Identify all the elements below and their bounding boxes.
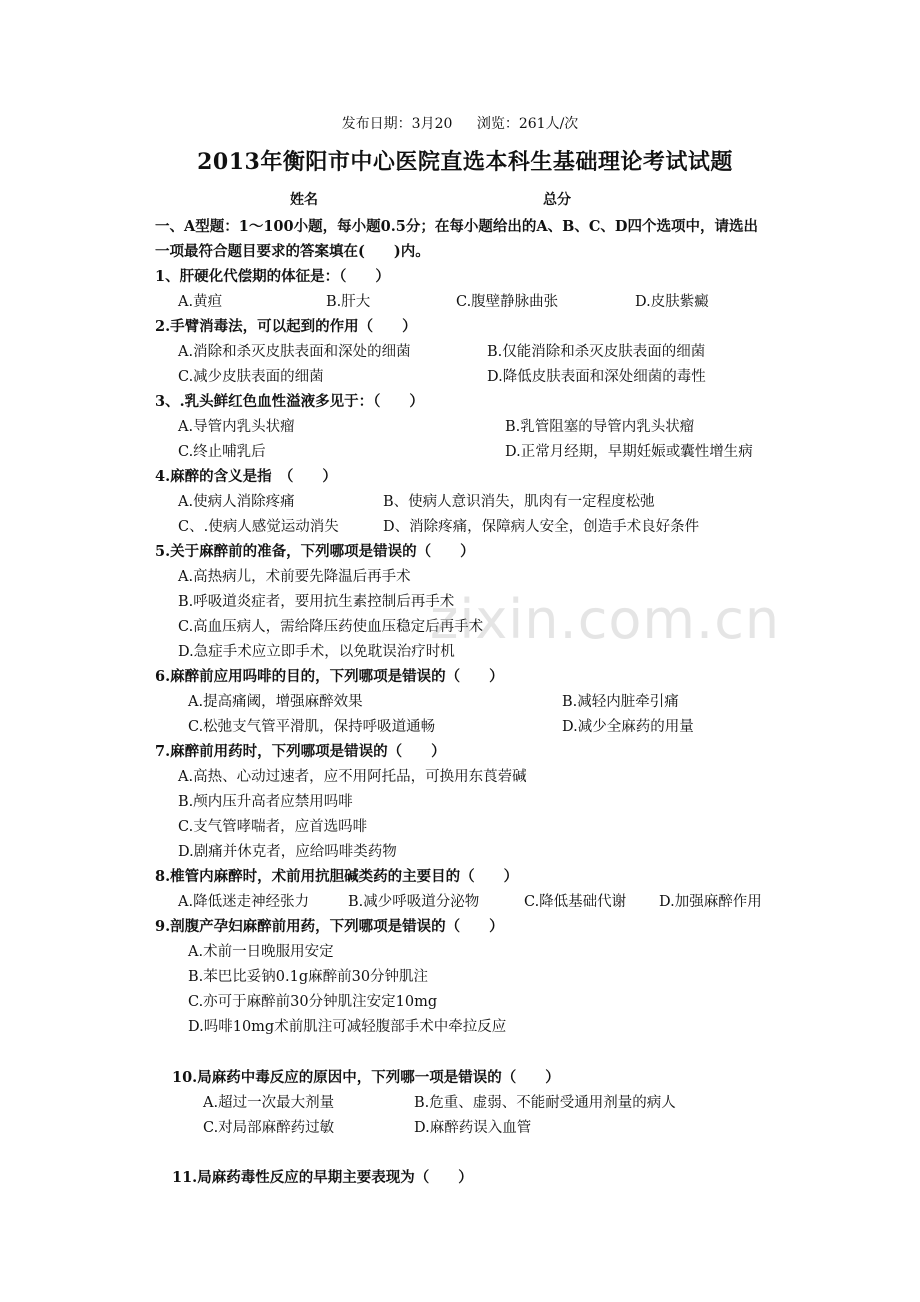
section-instructions-2: 一项最符合题目要求的答案填在( )内。: [155, 243, 430, 260]
question-stem: 1、肝硬化代偿期的体征是：（ ）: [155, 268, 390, 285]
question-stem: 6.麻醉前应用吗啡的目的，下列哪项是错误的（ ）: [155, 668, 504, 685]
option: B.减少呼吸道分泌物: [348, 894, 480, 910]
option: A.术前一日晚服用安定: [188, 944, 334, 960]
option: C.腹壁静脉曲张: [456, 294, 559, 310]
option: C.亦可于麻醉前30分钟肌注安定10mg: [188, 994, 438, 1010]
section-instructions-1: 一、A型题：1～100小题，每小题0.5分；在每小题给出的A、B、C、D四个选项中，请选出: [155, 218, 758, 235]
option: D.加强麻醉作用: [659, 894, 762, 910]
option: C.终止哺乳后: [178, 444, 266, 460]
publish-meta: [0, 113, 920, 133]
question-stem: 4.麻醉的含义是指 （ ）: [155, 468, 337, 485]
option: A.高热病儿，术前要先降温后再手术: [178, 569, 411, 585]
option: D.吗啡10mg术前肌注可减轻腹部手术中牵拉反应: [188, 1019, 507, 1035]
option: D、消除疼痛，保障病人安全，创造手术良好条件: [383, 519, 700, 535]
question-stem: 7.麻醉前用药时，下列哪项是错误的（ ）: [155, 743, 446, 760]
option: C.对局部麻醉药过敏: [203, 1120, 335, 1136]
watermark: zixin.com.cn: [430, 588, 781, 651]
option: A.使病人消除疼痛: [178, 494, 295, 510]
option: A.高热、心动过速者，应不用阿托品，可换用东莨菪碱: [178, 769, 527, 785]
question-stem: 11.局麻药毒性反应的早期主要表现为（ ）: [172, 1169, 473, 1186]
option: B.减轻内脏牵引痛: [562, 694, 679, 710]
option: C.减少皮肤表面的细菌: [178, 369, 324, 385]
option: B.乳管阻塞的导管内乳头状瘤: [505, 419, 695, 435]
score-label: 总分: [543, 192, 571, 208]
question-stem: 3、.乳头鲜红色血性溢液多见于：（ ）: [155, 393, 424, 410]
option: C.支气管哮喘者，应首选吗啡: [178, 819, 368, 835]
option: D.降低皮肤表面和深处细菌的毒性: [487, 369, 706, 385]
option: C.降低基础代谢: [524, 894, 627, 910]
name-label: 姓名: [290, 192, 318, 208]
option: A.提高痛阈，增强麻醉效果: [188, 694, 363, 710]
option: B.危重、虚弱、不能耐受通用剂量的病人: [414, 1095, 676, 1111]
option: C.松弛支气管平滑肌，保持呼吸道通畅: [188, 719, 436, 735]
option: C.高血压病人，需给降压药使血压稳定后再手术: [178, 619, 484, 635]
option: D.减少全麻药的用量: [562, 719, 694, 735]
question-stem: 8.椎管内麻醉时，术前用抗胆碱类药的主要目的（ ）: [155, 868, 519, 885]
option: D.正常月经期，早期妊娠或囊性增生病: [505, 444, 753, 460]
question-stem: 10.局麻药中毒反应的原因中，下列哪一项是错误的（ ）: [172, 1069, 560, 1086]
option: B.苯巴比妥钠0.1g麻醉前30分钟肌注: [188, 969, 429, 985]
option: A.黄疸: [178, 294, 223, 310]
option: B.肝大: [326, 294, 371, 310]
question-stem: 2.手臂消毒法，可以起到的作用（ ）: [155, 318, 417, 335]
option: A.超过一次最大剂量: [203, 1095, 335, 1111]
option: D.麻醉药误入血管: [414, 1120, 532, 1136]
exam-title: 2013年衡阳市中心医院直选本科生基础理论考试试题: [197, 149, 733, 175]
option: D.急症手术应立即手术，以免耽误治疗时机: [178, 644, 455, 660]
option: B.仅能消除和杀灭皮肤表面的细菌: [487, 344, 706, 360]
option: D.皮肤紫癜: [635, 294, 709, 310]
option: B、使病人意识消失，肌肉有一定程度松弛: [383, 494, 655, 510]
option: D.剧痛并休克者，应给吗啡类药物: [178, 844, 397, 860]
option: A.降低迷走神经张力: [178, 894, 310, 910]
option: C、.使病人感觉运动消失: [178, 519, 339, 535]
option: A.消除和杀灭皮肤表面和深处的细菌: [178, 344, 411, 360]
option: B.颅内压升高者应禁用吗啡: [178, 794, 353, 810]
question-stem: 9.剖腹产孕妇麻醉前用药，下列哪项是错误的（ ）: [155, 918, 504, 935]
publish-date: 发布日期：3月20: [341, 116, 453, 132]
option: B.呼吸道炎症者，要用抗生素控制后再手术: [178, 594, 455, 610]
question-stem: 5.关于麻醉前的准备，下列哪项是错误的（ ）: [155, 543, 475, 560]
option: A.导管内乳头状瘤: [178, 419, 295, 435]
view-count: 浏览：261人/次: [476, 116, 579, 132]
